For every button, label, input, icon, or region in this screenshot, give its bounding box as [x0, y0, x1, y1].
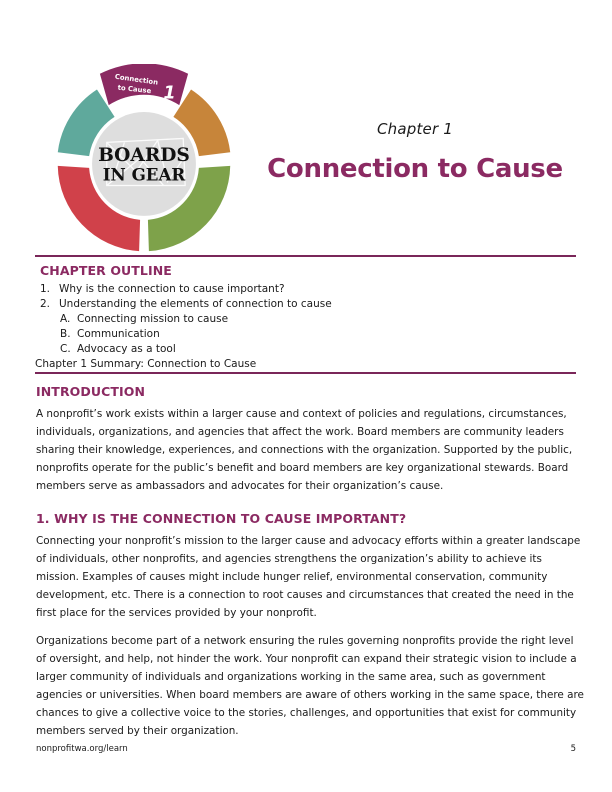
outline-top-divider [35, 255, 576, 257]
outline-item-text: Understanding the elements of connection to cause [59, 298, 332, 310]
badge-label-line1: Connection [114, 72, 159, 87]
outline-item[interactable] [40, 297, 332, 312]
chapter-label: Chapter 1 [376, 120, 454, 138]
introduction-heading: INTRODUCTION [36, 384, 146, 399]
outline-subitem[interactable] [40, 312, 332, 327]
chapter-title: Connection to Cause [267, 154, 563, 184]
badge-number: 1 [163, 83, 176, 104]
section1-heading: 1. WHY IS THE CONNECTION TO CAUSE IMPORTANT? [36, 511, 407, 526]
outline-subitem-text: Connecting mission to cause [77, 313, 229, 325]
outline-bottom-divider [35, 372, 576, 374]
section1-paragraph-1: Connecting your nonprofit’s mission to the larger cause and advocacy efforts within a greater landscape of individuals, other nonprofits, and agencies strengthens the organization’s ability to achieve its mission. Examples of causes might include hunger relief, environmental conservation, community development, etc. There is a connection to root causes and circumstances that created the need in the first place for the services provided by your nonprofit. [36, 535, 581, 619]
outline-summary-item[interactable]: Chapter 1 Summary: Connection to Cause [35, 358, 257, 370]
outline-item-text: Why is the connection to cause important? [59, 283, 285, 295]
footer-website-link[interactable]: nonprofitwa.org/learn [36, 744, 128, 754]
outline-subitem[interactable] [40, 327, 332, 342]
section1-paragraph-2: Organizations become part of a network ensuring the rules governing nonprofits provide the right level of oversight, and help, not hinder the work. Your nonprofit can expand their strategic vision to include a larger community of individuals and organizations working in the same area, such as government agencies or universities. When board members are aware of others working in the same space, there are chances to give a collective voice to the stories, challenges, and opportunities that exist for community members served by their organization. [36, 635, 584, 737]
chapter-outline-list [40, 282, 332, 357]
boards-in-gear-logo [46, 64, 242, 260]
introduction-paragraph: A nonprofit’s work exists within a larger cause and context of policies and regulations, circumstances, individuals, organizations, and agencies that affect the work. Board members are community leaders sharing their knowledge, experiences, and connections with the organization. Supported by the public, nonprofits operate for the public’s benefit and board members are key organizational stewards. Board members serve as ambassadors and advocates for their organization’s cause. [36, 408, 573, 492]
outline-subitem[interactable] [40, 342, 332, 357]
gear-ring-graphic [46, 64, 242, 260]
outline-item-number: 2. [40, 298, 51, 310]
outline-item[interactable] [40, 282, 332, 297]
badge-label-line2: to Cause [117, 83, 152, 96]
outline-heading: CHAPTER OUTLINE [40, 263, 172, 278]
outline-subitem-letter: C. [60, 343, 71, 355]
page-number: 5 [570, 744, 576, 754]
outline-subitem-letter: B. [60, 328, 71, 340]
outline-subitem-text: Advocacy as a tool [77, 343, 176, 355]
logo-center-line2: IN GEAR [102, 164, 186, 185]
outline-subitem-text: Communication [77, 328, 160, 340]
outline-subitem-letter: A. [60, 313, 71, 325]
outline-item-number: 1. [40, 283, 51, 295]
logo-center-line1: BOARDS [98, 145, 190, 167]
